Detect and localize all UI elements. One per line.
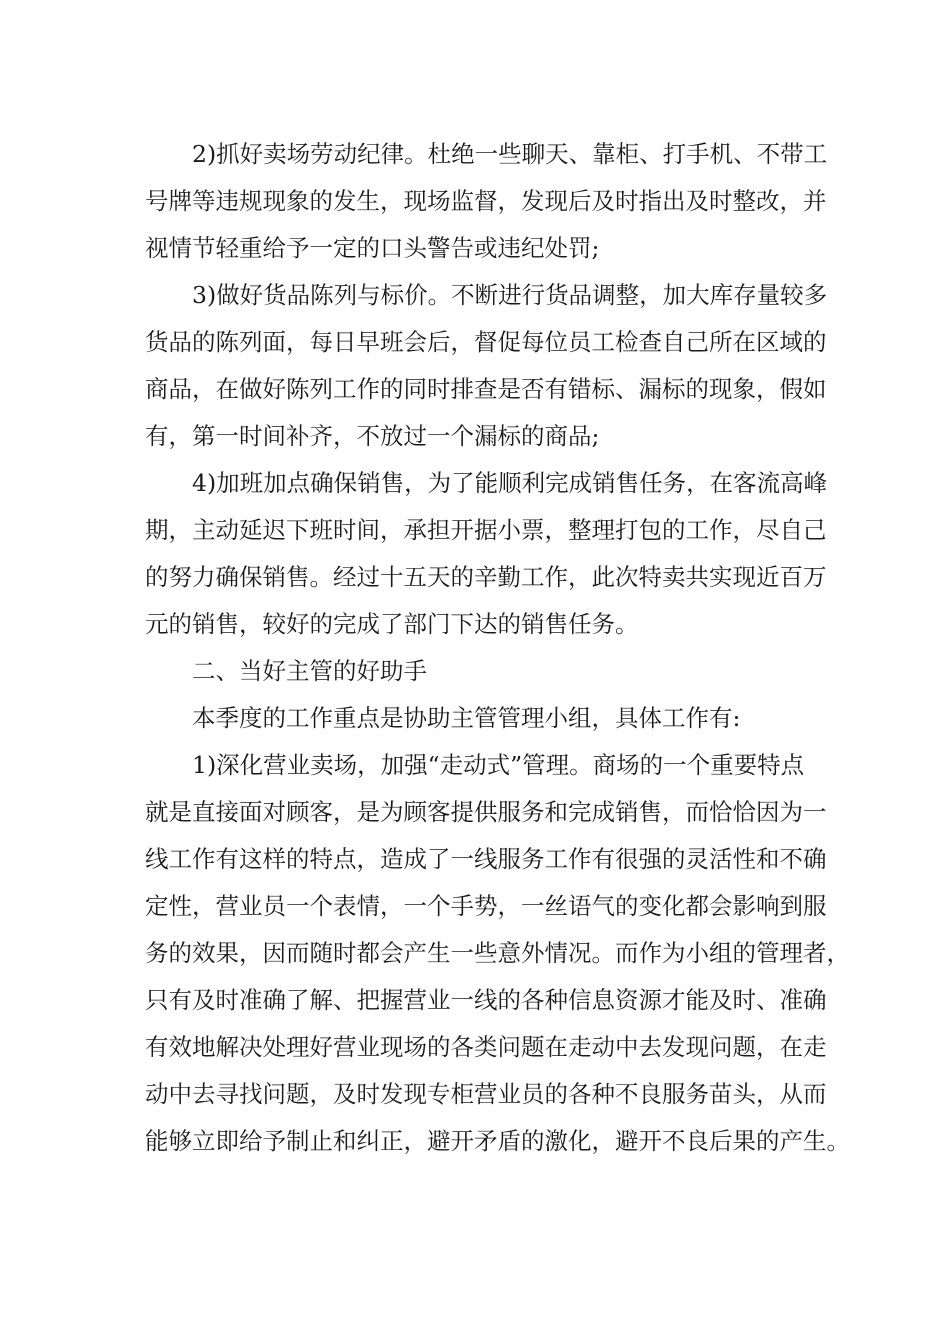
paragraph-line: 本季度的工作重点是协助主管管理小组，具体工作有: [192,704,741,732]
paragraph-line: 元的销售，较好的完成了部门下达的销售任务。 [145,610,639,638]
paragraph-line: 就是直接面对顾客，是为顾客提供服务和完成销售，而恰恰因为一 [145,798,827,826]
paragraph-line: 2)抓好卖场劳动纪律。杜绝一些聊天、靠柜、打手机、不带工 [192,140,828,168]
paragraph-line: 只有及时准确了解、把握营业一线的各种信息资源才能及时、准确 [145,986,827,1014]
paragraph-line: 号牌等违规现象的发生，现场监督，发现后及时指出及时整改，并 [145,187,827,215]
paragraph-line: 的努力确保销售。经过十五天的辛勤工作，此次特卖共实现近百万 [145,563,827,591]
paragraph-line: 期，主动延迟下班时间，承担开据小票，整理打包的工作，尽自己 [145,516,827,544]
paragraph-line: 能够立即给予制止和纠正，避开矛盾的激化，避开不良后果的产生。 [145,1127,850,1155]
paragraph-line: 动中去寻找问题，及时发现专柜营业员的各种不良服务苗头，从而 [145,1080,827,1108]
paragraph-line: 1)深化营业卖场，加强“走动式”管理。商场的一个重要特点 [192,751,805,779]
paragraph-line: 有效地解决处理好营业现场的各类问题在走动中去发现问题，在走 [145,1033,827,1061]
paragraph-line: 4)加班加点确保销售，为了能顺利完成销售任务，在客流高峰 [192,469,828,497]
section-heading: 二、当好主管的好助手 [192,657,427,685]
paragraph-line: 商品，在做好陈列工作的同时排查是否有错标、漏标的现象，假如 [145,375,827,403]
paragraph-line: 3)做好货品陈列与标价。不断进行货品调整，加大库存量较多 [192,281,828,309]
paragraph-line: 视情节轻重给予一定的口头警告或违纪处罚; [145,234,600,262]
paragraph-line: 线工作有这样的特点，造成了一线服务工作有很强的灵活性和不确 [145,845,827,873]
paragraph-line: 有，第一时间补齐，不放过一个漏标的商品; [145,422,600,450]
paragraph-line: 务的效果，因而随时都会产生一些意外情况。而作为小组的管理者， [145,939,850,967]
paragraph-line: 货品的陈列面，每日早班会后，督促每位员工检查自己所在区域的 [145,328,827,356]
paragraph-line: 定性，营业员一个表情，一个手势，一丝语气的变化都会影响到服 [145,892,827,920]
